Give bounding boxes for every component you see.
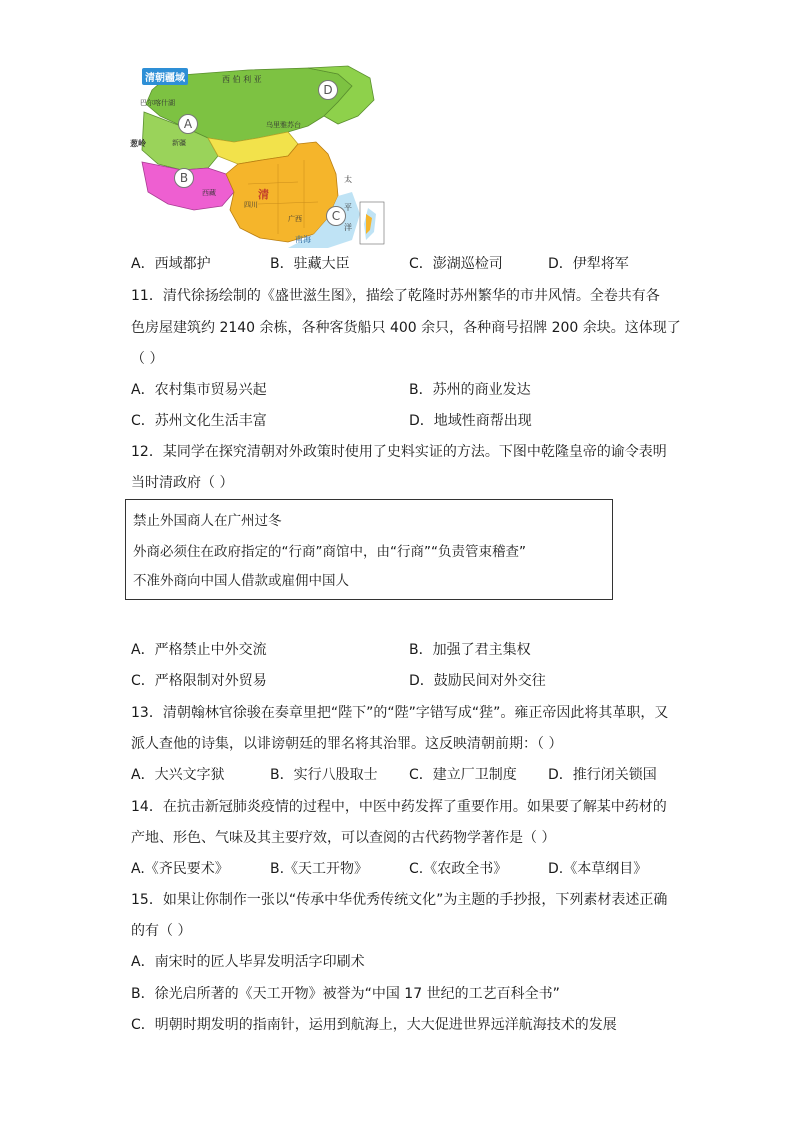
q10-option-d[interactable]: D．伊犁将军	[548, 256, 629, 272]
map-title: 清朝疆域	[142, 68, 188, 85]
map-label-qing: 清	[258, 188, 269, 201]
q13-stem-line-1: 13．清朝翰林官徐骏在奏章里把“陛下”的“陛”字错写成“狴”。雍正帝因此将其革职，又	[131, 705, 669, 721]
q14-option-c[interactable]: C.《农政全书》	[409, 861, 508, 877]
q14-stem-line-2: 产地、形色、气味及其主要疗效，可以查阅的古代药物学著作是（ ）	[131, 830, 556, 846]
q14-stem-line-1: 14．在抗击新冠肺炎疫情的过程中，中医中药发挥了重要作用。如果要了解某中药材的	[131, 799, 667, 815]
q10-option-b[interactable]: B．驻藏大臣	[270, 256, 350, 272]
map-label-yang: 洋	[344, 223, 352, 232]
map-graphic	[138, 64, 386, 248]
q11-option-a[interactable]: A．农村集市贸易兴起	[131, 382, 267, 398]
q15-option-b[interactable]: B．徐光启所著的《天工开物》被誉为“中国 17 世纪的工艺百科全书”	[131, 986, 560, 1002]
q13-option-a[interactable]: A．大兴文字狱	[131, 767, 225, 783]
map-label-congling: 葱岭	[130, 139, 146, 148]
q14-option-a[interactable]: A.《齐民要术》	[131, 861, 229, 877]
edict-line-2: 外商必须住在政府指定的“行商”商馆中，由“行商”“负责管束稽查”	[133, 544, 526, 560]
q11-stem-line-3: （ ）	[131, 351, 164, 367]
q15-stem-line-1: 15．如果让你制作一张以“传承中华优秀传统文化”为主题的手抄报，下列素材表述正确	[131, 892, 668, 908]
q13-option-c[interactable]: C．建立厂卫制度	[409, 767, 517, 783]
map-label-siberia: 西 伯 利 亚	[222, 75, 262, 84]
edict-line-3: 不准外商向中国人借款或雇佣中国人	[133, 573, 349, 589]
map-label-uliastai: 乌里雅苏台	[266, 121, 301, 129]
map-label-xizang: 西藏	[202, 189, 216, 197]
map-label-balkhash: 巴尔喀什湖	[140, 99, 175, 107]
map-label-tai: 太	[344, 175, 352, 184]
q10-option-a[interactable]: A．西域都护	[131, 256, 211, 272]
q11-stem-line-1: 11．清代徐扬绘制的《盛世滋生图》，描绘了乾隆时苏州繁华的市井风情。全卷共有各	[131, 288, 660, 304]
map-label-xinjiang: 新疆	[172, 139, 186, 147]
q11-option-c[interactable]: C．苏州文化生活丰富	[131, 413, 267, 429]
q12-stem-line-1: 12．某同学在探究清朝对外政策时使用了史料实证的方法。下图中乾隆皇帝的谕令表明	[131, 444, 667, 460]
q11-stem-line-2: 色房屋建筑约 2140 余栋，各种客货船只 400 余只，各种商号招牌 200 余块。这体现了	[131, 320, 681, 336]
qing-territory-map	[130, 64, 386, 248]
q12-option-a[interactable]: A．严格禁止中外交流	[131, 642, 267, 658]
q11-option-b[interactable]: B．苏州的商业发达	[409, 382, 531, 398]
q11-option-d[interactable]: D．地域性商帮出现	[409, 413, 532, 429]
map-marker-d: D	[318, 80, 338, 100]
q12-option-b[interactable]: B．加强了君主集权	[409, 642, 531, 658]
q15-stem-line-2: 的有（ ）	[131, 923, 192, 939]
q13-option-d[interactable]: D．推行闭关锁国	[548, 767, 657, 783]
q10-option-c[interactable]: C．澎湖巡检司	[409, 256, 503, 272]
q13-stem-line-2: 派人查他的诗集，以诽谤朝廷的罪名将其治罪。这反映清朝前期：（ ）	[131, 736, 563, 752]
q12-option-d[interactable]: D．鼓励民间对外交往	[409, 673, 546, 689]
map-label-guangxi: 广西	[288, 215, 302, 223]
map-marker-a: A	[178, 114, 198, 134]
map-label-ping: 平	[344, 203, 352, 212]
map-label-nanhai: 南海	[295, 235, 311, 244]
q15-option-c[interactable]: C．明朝时期发明的指南针，运用到航海上，大大促进世界远洋航海技术的发展	[131, 1017, 617, 1033]
q14-option-b[interactable]: B.《天工开物》	[270, 861, 369, 877]
map-marker-b: B	[174, 168, 194, 188]
q14-option-d[interactable]: D.《本草纲目》	[548, 861, 648, 877]
q15-option-a[interactable]: A．南宋时的匠人毕昇发明活字印刷术	[131, 954, 365, 970]
q12-option-c[interactable]: C．严格限制对外贸易	[131, 673, 267, 689]
map-label-sichuan: 四川	[244, 201, 258, 209]
edict-quote-box	[125, 499, 613, 600]
q12-stem-line-2: 当时清政府（ ）	[131, 475, 234, 491]
edict-line-1: 禁止外国商人在广州过冬	[133, 513, 282, 529]
q13-option-b[interactable]: B．实行八股取士	[270, 767, 378, 783]
map-marker-c: C	[326, 206, 346, 226]
